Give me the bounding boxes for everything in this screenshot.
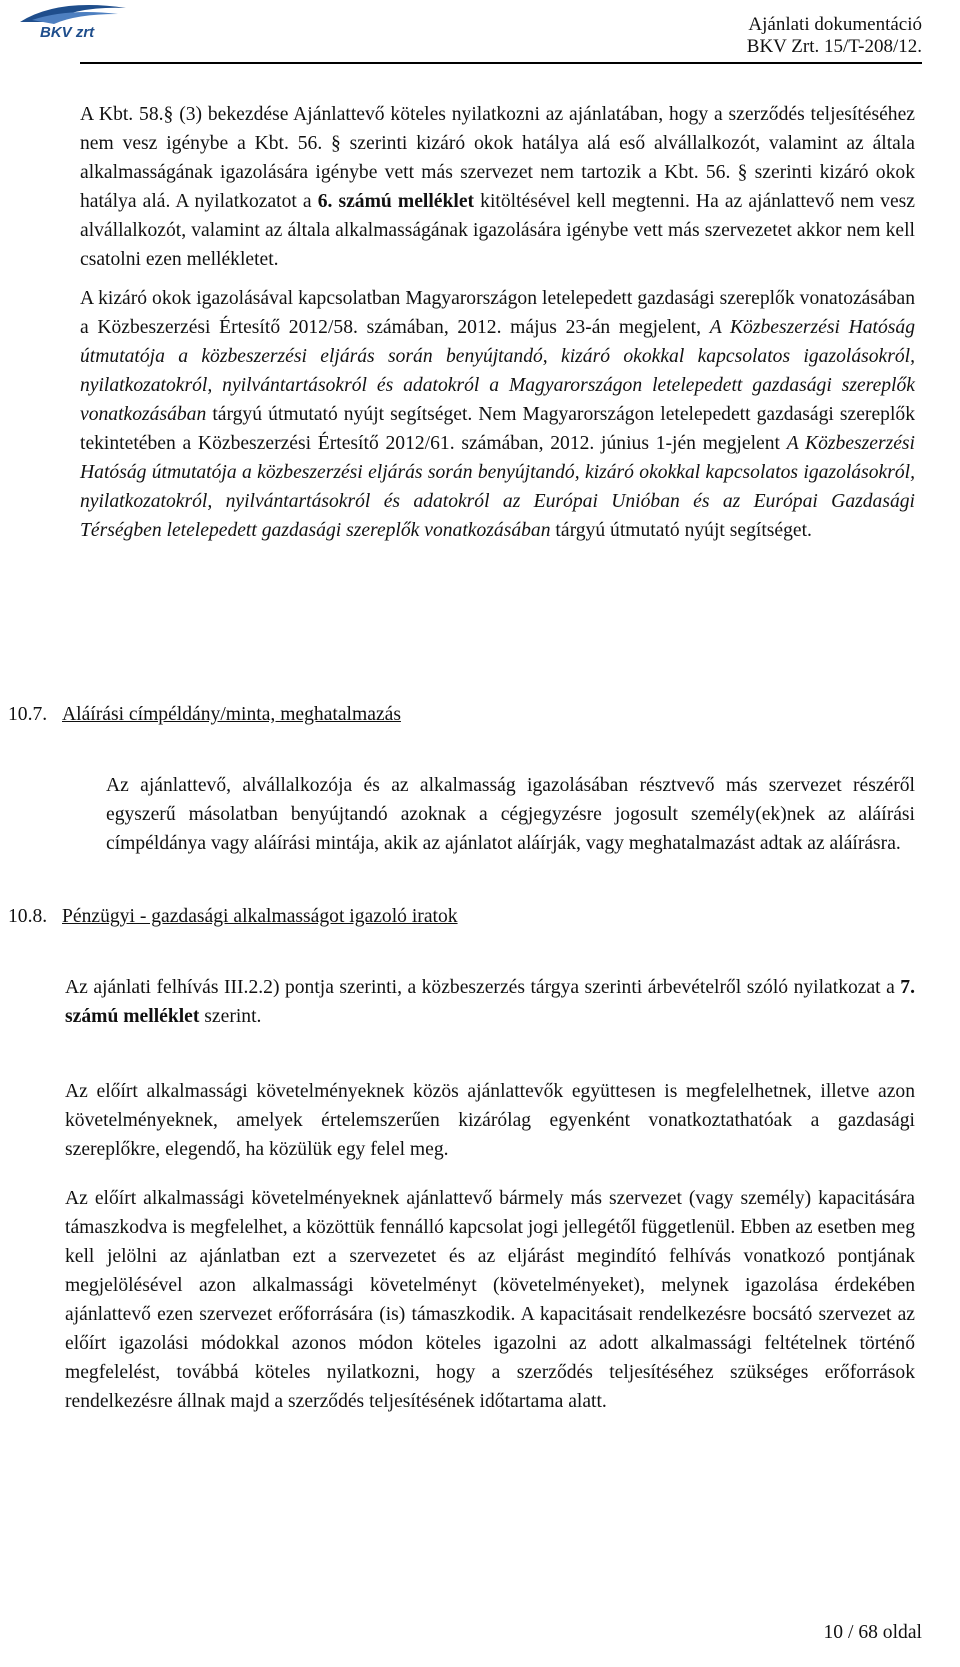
section-heading: 10.7. Aláírási címpéldány/minta, meghatalmazás [8, 704, 401, 725]
logo-text: BKV zrt [40, 24, 95, 41]
section-heading: 10.8. Pénzügyi - gazdasági alkalmasságot igazoló iratok [8, 906, 458, 927]
section-10-8-text-2: Az előírt alkalmassági követelményeknek közös ajánlattevők együttesen is megfelelhetnek, illetve azon követelményeknek, amelyek értelemszerűen kizárólag egyenként vonatkoztathatóak a gazdasági szereplőkre, elegendő, ha közülük egy felel meg. [65, 1081, 915, 1160]
section-10-8 [8, 902, 915, 1416]
page-content [80, 100, 915, 575]
paragraph-kbt58: A Kbt. 58.§ (3) bekezdése Ajánlattevő köteles nyilatkozni az ajánlatában, hogy a szerződés teljesítéséhez nem vesz igénybe a Kbt. 56. § szerinti kizáró okok hatálya alá eső alvállalkozót, valamint az általa alkalmasságának igazolására igénybe vett más szervezet nem tartozik a Kbt. 56. § szerinti kizáró okok hatálya alá. A nyilatkozatot a 6. számú melléklet kitöltésével kell megtenni. Ha az ajánlattevő nem vesz alvállalkozót, valamint az általa alkalmasságának igazolására igénybe vett más szervezetet akkor nem kell csatolni ezen mellékletet. [80, 104, 915, 270]
page-number: 10 / 68 oldal [823, 1622, 922, 1643]
bkv-logo-icon [18, 0, 130, 42]
section-10-8-text-3: Az előírt alkalmassági követelményeknek ajánlattevő bármely más szervezet (vagy személy) kapacitására támaszkodva is megfelelhet, a közöttük fennálló kapcsolat jogi jellegétől függetlenül. Ebben az esetben meg kell jelölni az ajánlatban ezt a szervezetet és az eljárást megindító felhívás vonatkozó pontjának megjelölésével azon alkalmassági követelményt (követelményeket), melynek igazolása érdekében ajánlattevő ezen szervezet erőforrására (is) támaszkodik. A kapacitásait rendelkezésre bocsátó szervezet az előírt igazolási módokkal azonos módon köteles igazolni az adott alkalmassági feltételnek történő megfelelést, továbbá köteles nyilatkozni, hogy a szerződés teljesítéséhez szükséges erőforrások rendelkezésre állnak majd a szerződés teljesítésének időtartama alatt. [65, 1188, 915, 1412]
paragraph-kizaro-okok: A kizáró okok igazolásával kapcsolatban Magyarországon letelepedett gazdasági szereplők vonatozásában a Közbeszerzési Értesítő 2012/58. számában, 2012. május 23-án megjelent, A Közbeszerzési Hatóság útmutatója a közbeszerzési eljárás során benyújtandó, kizáró okokkal kapcsolatos igazolásokról, nyilatkozatokról, nyilvántartásokról és adatokról a Magyarországon letelepedett gazdasági szereplők vonatkozásában tárgyú útmutató nyújt segítséget. Nem Magyarországon letelepedett gazdasági szereplők tekintetében a Közbeszerzési Értesítő 2012/61. számában, 2012. június 1-jén megjelent A Közbeszerzési Hatóság útmutatója a közbeszerzési eljárás során benyújtandó, kizáró okokkal kapcsolatos igazolásokról, nyilatkozatokról, nyilvántartásokról és adatokról az Európai Unióban és az Európai Gazdasági Térségben letelepedett gazdasági szereplők vonatkozásában tárgyú útmutató nyújt segítséget. [80, 288, 916, 541]
doc-ref: BKV Zrt. 15/T-208/12. [746, 36, 922, 57]
document-header [747, 14, 922, 58]
section-10-7-text: Az ajánlattevő, alvállalkozója és az alkalmasság igazolásában résztvevő más szervezet részéről egyszerű másolatban benyújtandó azoknak a cégjegyzésre jogosult személy(ek)nek az aláírási címpéldánya vagy aláírási mintája, akik az ajánlatot aláírják, vagy meghatalmazást adtak az aláírásra. [106, 775, 915, 854]
section-10-8-text-1: Az ajánlati felhívás III.2.2) pontja szerinti, a közbeszerzés tárgya szerinti árbevételről szóló nyilatkozat a 7. számú melléklet szerint. [65, 977, 915, 1027]
section-10-7 [8, 700, 915, 858]
header-divider [80, 62, 922, 64]
bkv-logo [18, 0, 130, 42]
doc-title: Ajánlati dokumentáció [748, 14, 922, 35]
